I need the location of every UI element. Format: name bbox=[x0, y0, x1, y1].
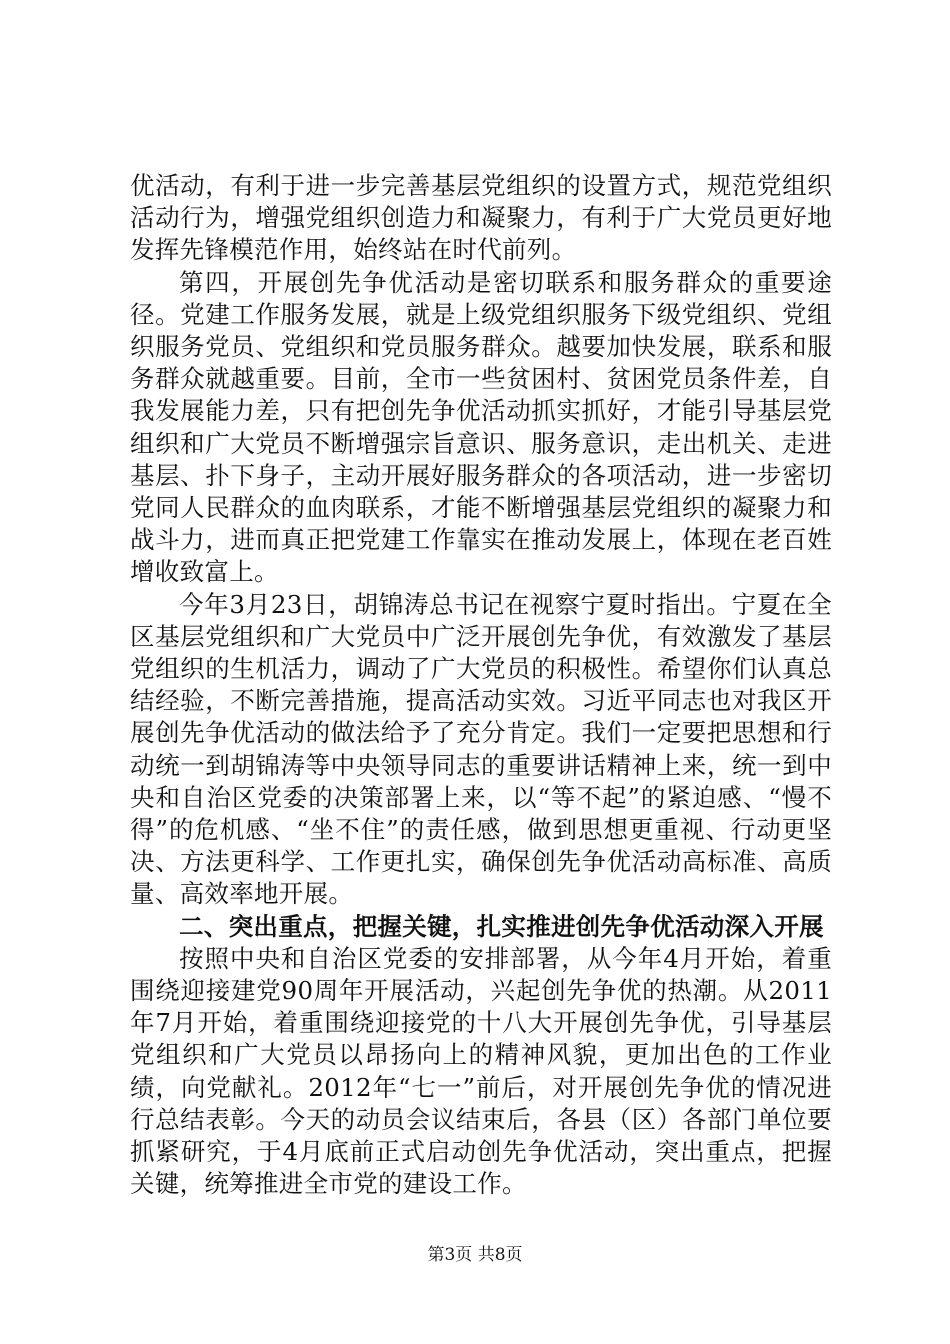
page-number-footer: 第3页 共8页 bbox=[427, 1245, 523, 1265]
section-heading: 二、突出重点，把握关键，扎实推进创先争优活动深入开展 bbox=[179, 911, 824, 941]
paragraph-continuation: 优活动，有利于进一步完善基层党组织的设置方式，规范党组织活动行为，增强党组织创造力和凝聚力，有利于广大党员更好地发挥先锋模范作用，始终站在时代前列。 bbox=[130, 171, 832, 265]
paragraph-hu-jintao-visit: 今年3月23日，胡锦涛总书记在视察宁夏时指出。宁夏在全区基层党组织和广大党员中广泛开展创先争优，有效激发了基层党组织的生机活力，调动了广大党员的积极性。希望你们认真总结经验，不断完善措施，提高活动实效。习近平同志也对我区开展创先争优活动的做法给予了充分肯定。我们一定要把思想和行动统一到胡锦涛等中央领导同志的重要讲话精神上来，统一到中央和自治区党委的决策部署上来，以“等不起”的紧迫感、“慢不得”的危机感、“坐不住”的责任感，做到思想更重视、行动更坚决、方法更科学、工作更扎实，确保创先争优活动高标准、高质量、高效率地开展。 bbox=[130, 589, 832, 909]
paragraph-arrangement: 按照中央和自治区党委的安排部署，从今年4月开始，着重围绕迎接建党90周年开展活动，兴起创先争优的热潮。从2011年7月开始，着重围绕迎接党的十八大开展创先争优，引导基层党组织和广大党员以昂扬向上的精神风貌，更加出色的工作业绩，向党献礼。2012年“七一”前后，对开展创先争优的情况进行总结表彰。今天的动员会议结束后，各县（区）各部门单位要抓紧研究，于4月底前正式启动创先争优活动，突出重点，把握关键，统筹推进全市党的建设工作。 bbox=[130, 943, 833, 1199]
document-body bbox=[130, 170, 832, 1201]
paragraph-fourth-point: 第四，开展创先争优活动是密切联系和服务群众的重要途径。党建工作服务发展，就是上级党组织服务下级党组织、党组织服务党员、党组织和党员服务群众。越要加快发展，联系和服务群众就越重要。目前，全市一些贫困村、贫困党员条件差，自我发展能力差，只有把创先争优活动抓实抓好，才能引导基层党组织和广大党员不断增强宗旨意识、服务意识，走出机关、走进基层、扑下身子，主动开展好服务群众的各项活动，进一步密切党同人民群众的血肉联系，才能不断增强基层党组织的凝聚力和战斗力，进而真正把党建工作靠实在推动发展上，体现在老百姓增收致富上。 bbox=[130, 267, 832, 587]
